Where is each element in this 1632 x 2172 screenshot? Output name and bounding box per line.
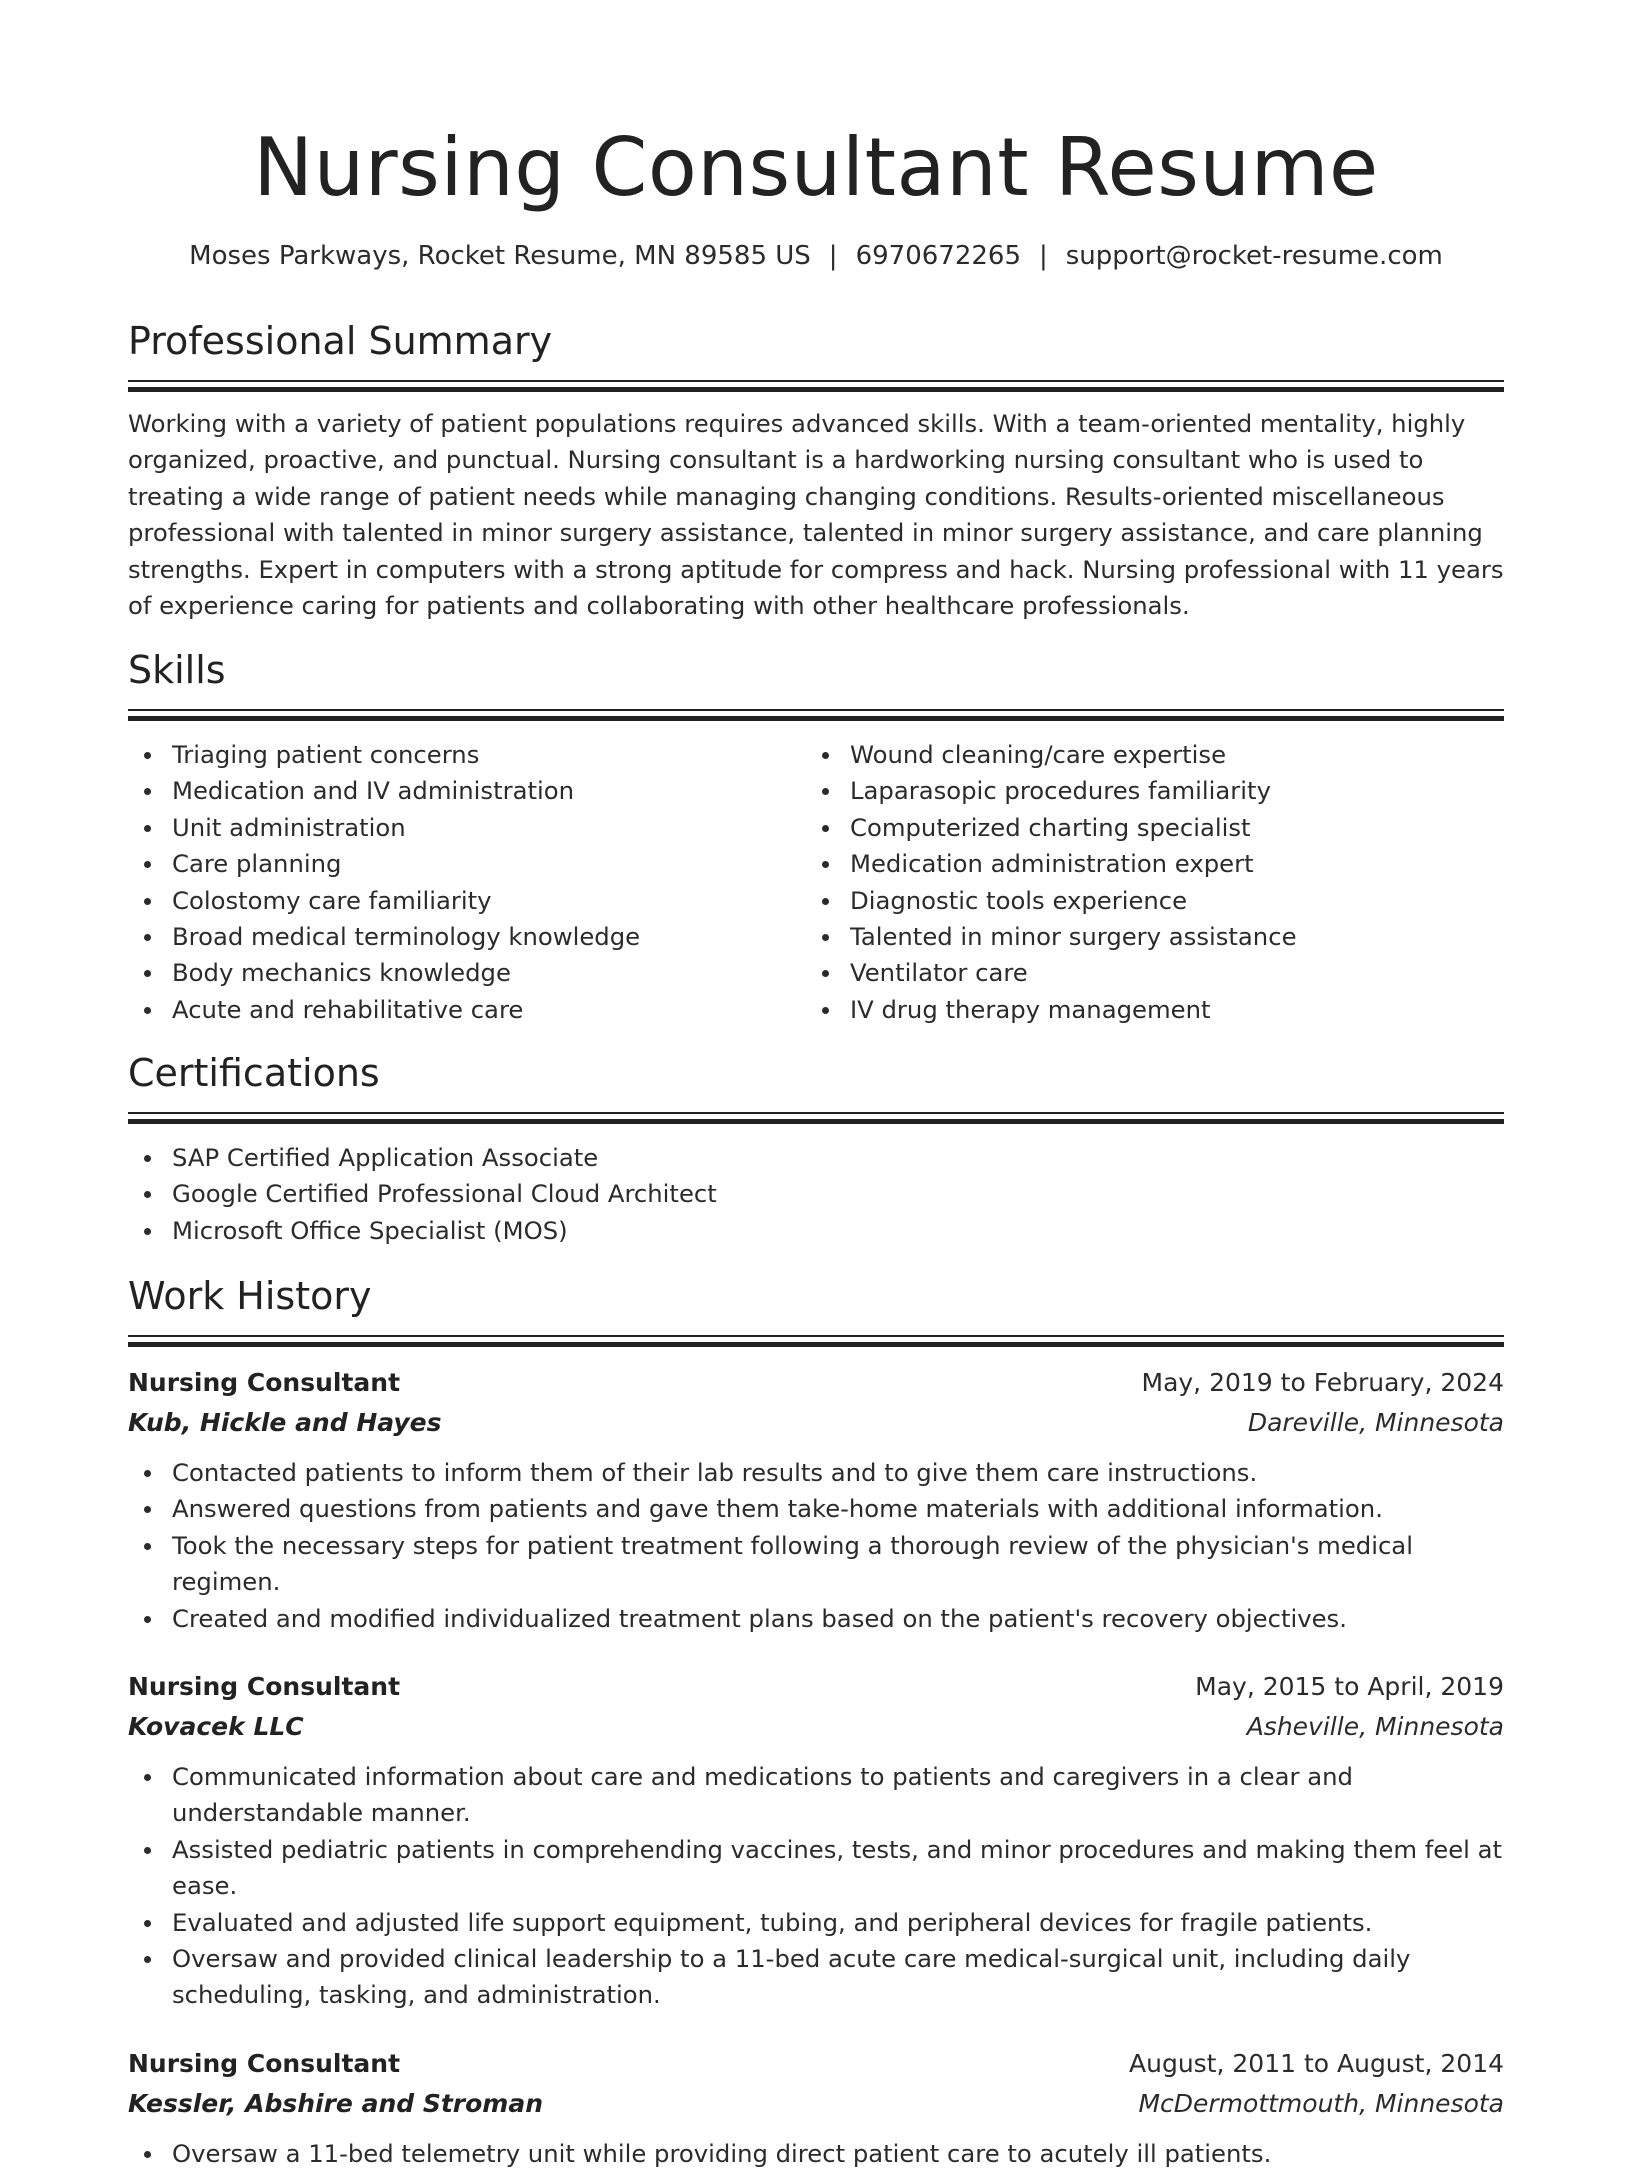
certification-item: Microsoft Office Specialist (MOS) (128, 1213, 1504, 1249)
contact-separator: | (1038, 241, 1048, 271)
job-duty-item: Oversaw a 11-bed telemetry unit while providing direct patient care to acutely ill patients. (128, 2136, 1504, 2172)
job-dates: May, 2015 to April, 2019 (1195, 1672, 1504, 1702)
skill-item: Care planning (128, 846, 806, 882)
job-duty-item: Communicated information about care and medications to patients and caregivers in a clear and understandable manner. (128, 1759, 1504, 1832)
job-duty-item: Evaluated and adjusted life support equipment, tubing, and peripheral devices for fragile patients. (128, 1905, 1504, 1941)
job-duty-item: Assisted pediatric patients in comprehending vaccines, tests, and minor procedures and making them feel at ease. (128, 1832, 1504, 1905)
job-header-row (128, 1667, 1504, 1707)
job-dates: May, 2019 to February, 2024 (1141, 1368, 1504, 1397)
job-location: McDermottmouth, Minnesota (1138, 2088, 1504, 2118)
skill-item: Triaging patient concerns (128, 737, 806, 773)
certifications-section (128, 1048, 1504, 1249)
certifications-heading: Certifications (128, 1051, 380, 1095)
skill-item: Wound cleaning/care expertise (806, 737, 1484, 773)
skill-item: Broad medical terminology knowledge (128, 919, 806, 955)
skill-item: Ventilator care (806, 955, 1484, 991)
skills-list-right (806, 737, 1484, 1028)
job-duty-item: Answered questions from patients and gave them take-home materials with additional information. (128, 1491, 1504, 1527)
job-duties-list (128, 1759, 1504, 2014)
job-company-row (128, 2084, 1504, 2124)
job-duty-item: Took the necessary steps for patient treatment following a thorough review of the physician's medical regimen. (128, 1528, 1504, 1601)
job-duty-item: Created and modified individualized treatment plans based on the patient's recovery objectives. (128, 1601, 1504, 1637)
section-divider (128, 1335, 1504, 1337)
job-title: Nursing Consultant (128, 1672, 401, 1702)
job-duties-list (128, 1455, 1504, 1637)
section-divider (128, 709, 1504, 711)
address-text: Moses Parkways, Rocket Resume, MN 89585 US (189, 241, 811, 271)
job-company-row (128, 1403, 1504, 1443)
skill-item: Body mechanics knowledge (128, 955, 806, 991)
job-company: Kovacek LLC (128, 1712, 304, 1742)
job-title: Nursing Consultant (128, 2048, 401, 2078)
page-title: Nursing Consultant Resume (253, 121, 1379, 214)
email-link[interactable]: support@rocket-resume.com (1065, 241, 1443, 271)
skill-item: Medication and IV administration (128, 773, 806, 809)
skill-item: Medication administration expert (806, 846, 1484, 882)
job-entry (128, 2044, 1504, 2172)
work-history-section (128, 1271, 1504, 2172)
section-divider-thick (128, 1342, 1504, 1347)
skill-item: Diagnostic tools experience (806, 883, 1484, 919)
contact-separator: | (828, 241, 838, 271)
skill-item: Unit administration (128, 810, 806, 846)
skill-item: IV drug therapy management (806, 992, 1484, 1028)
skills-section (128, 645, 1504, 1028)
summary-heading: Professional Summary (128, 319, 553, 363)
job-entry (128, 1363, 1504, 1637)
contact-line (128, 236, 1504, 276)
job-entry (128, 1667, 1504, 2014)
job-title: Nursing Consultant (128, 1368, 401, 1397)
job-location: Asheville, Minnesota (1246, 1712, 1504, 1742)
job-header-row (128, 2044, 1504, 2084)
job-duties-list (128, 2136, 1504, 2172)
job-location: Dareville, Minnesota (1247, 1408, 1504, 1437)
skill-item: Colostomy care familiarity (128, 883, 806, 919)
skills-list-left (128, 737, 806, 1028)
certification-item: SAP Certified Application Associate (128, 1140, 1504, 1176)
job-header-row (128, 1363, 1504, 1403)
job-company-row (128, 1707, 1504, 1747)
job-dates: August, 2011 to August, 2014 (1129, 2048, 1504, 2078)
section-divider-thick (128, 1119, 1504, 1124)
section-divider-thick (128, 387, 1504, 392)
skill-item: Laparasopic procedures familiarity (806, 773, 1484, 809)
work-history-heading: Work History (128, 1274, 372, 1318)
job-duty-item: Contacted patients to inform them of their lab results and to give them care instructions. (128, 1455, 1504, 1491)
summary-text: Working with a variety of patient populations requires advanced skills. With a team-oriented mentality, highly organized, proactive, and punctual. Nursing consultant is a hardworking nursing consultant who is used to treating a wide range of patient needs while managing changing conditions. Results-oriented miscellaneous professional with talented in minor surgery assistance, talented in minor surgery assistance, and care planning strengths. Expert in computers with a strong aptitude for compress and hack. Nursing professional with 11 years of experience caring for patients and collaborating with other healthcare professionals. (128, 409, 1504, 621)
summary-section (128, 316, 1504, 624)
certification-item: Google Certified Professional Cloud Architect (128, 1176, 1504, 1212)
section-divider (128, 380, 1504, 382)
skill-item: Talented in minor surgery assistance (806, 919, 1484, 955)
certifications-list (128, 1140, 1504, 1249)
skill-item: Computerized charting specialist (806, 810, 1484, 846)
job-company: Kessler, Abshire and Stroman (128, 2088, 544, 2118)
section-divider (128, 1112, 1504, 1114)
phone-text: 6970672265 (855, 241, 1021, 271)
skills-heading: Skills (128, 648, 226, 692)
job-company: Kub, Hickle and Hayes (128, 1408, 442, 1437)
job-duty-item: Oversaw and provided clinical leadership to a 11-bed acute care medical-surgical unit, including daily scheduling, tasking, and administration. (128, 1941, 1504, 2014)
skills-columns (128, 721, 1504, 1028)
skill-item: Acute and rehabilitative care (128, 992, 806, 1028)
